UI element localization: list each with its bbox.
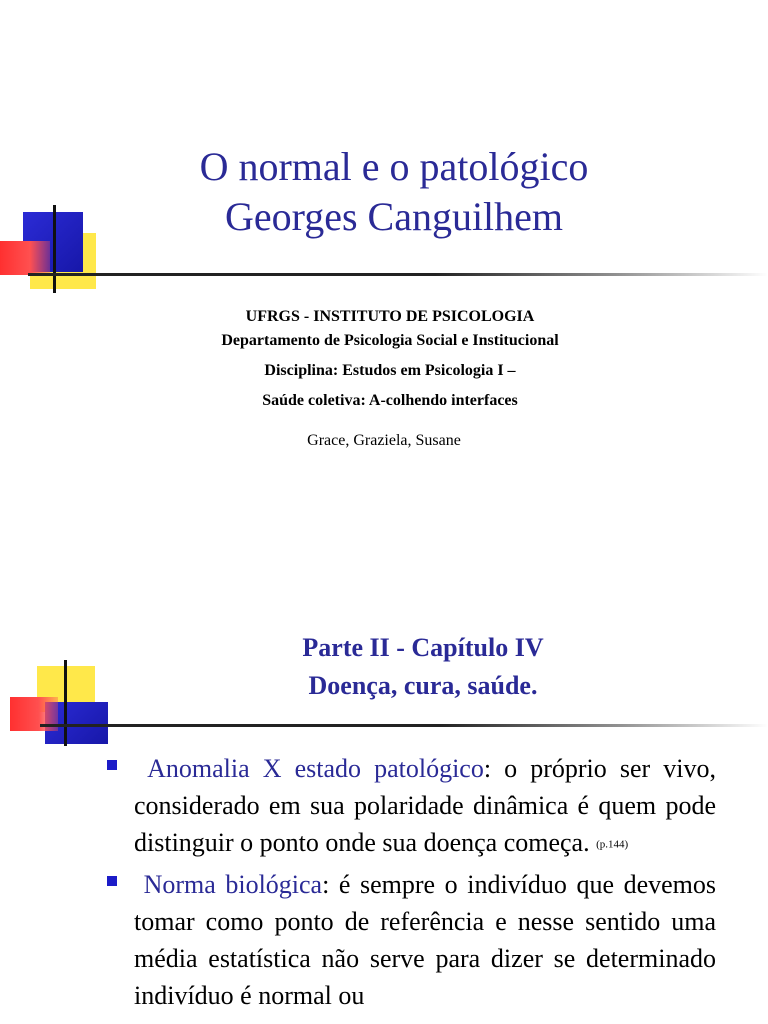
logo-red-square — [0, 241, 50, 275]
title-line-1: O normal e o patológico — [199, 144, 589, 189]
section-title — [0, 629, 768, 705]
bullet-text: : o próprio ser vivo, considerado em sua polaridade dinâmica é quem pode distinguir o ponto onde sua doença começa. — [134, 754, 716, 857]
square-bullet-icon — [107, 760, 117, 770]
institution-block — [0, 305, 768, 413]
list-item — [104, 866, 716, 1014]
section-title-line-2: Doença, cura, saúde. — [308, 671, 538, 700]
square-bullet-icon — [107, 876, 117, 886]
institution-text: UFRGS - INSTITUTO DE PSICOLOGIA — [245, 308, 535, 325]
bullet-term: Norma biológica — [143, 869, 323, 899]
page-title — [0, 142, 768, 242]
department-text: Departamento de Psicologia Social e Institucional — [221, 332, 559, 349]
title-divider — [40, 724, 768, 727]
title-divider — [28, 273, 768, 276]
bullet-text: : é sempre o indivíduo que devemos tomar como ponto de referência e nesse sentido uma média estatística não serve para dizer se determinado indivíduo é normal ou — [134, 869, 717, 1010]
section-title-line-1: Parte II - Capítulo IV — [302, 633, 544, 662]
content-slide — [0, 600, 768, 1024]
authors-text: Grace, Graziela, Susane — [307, 432, 461, 449]
list-item — [104, 750, 716, 864]
bullet-term: Anomalia X estado patológico — [147, 754, 484, 783]
page-reference: (p.144) — [596, 838, 629, 851]
bullet-list — [104, 750, 716, 1016]
subtitle-text: Saúde coletiva: A-colhendo interfaces — [262, 392, 518, 409]
discipline-text: Disciplina: Estudos em Psicologia I – — [264, 362, 516, 379]
title-line-2: Georges Canguilhem — [224, 194, 564, 239]
